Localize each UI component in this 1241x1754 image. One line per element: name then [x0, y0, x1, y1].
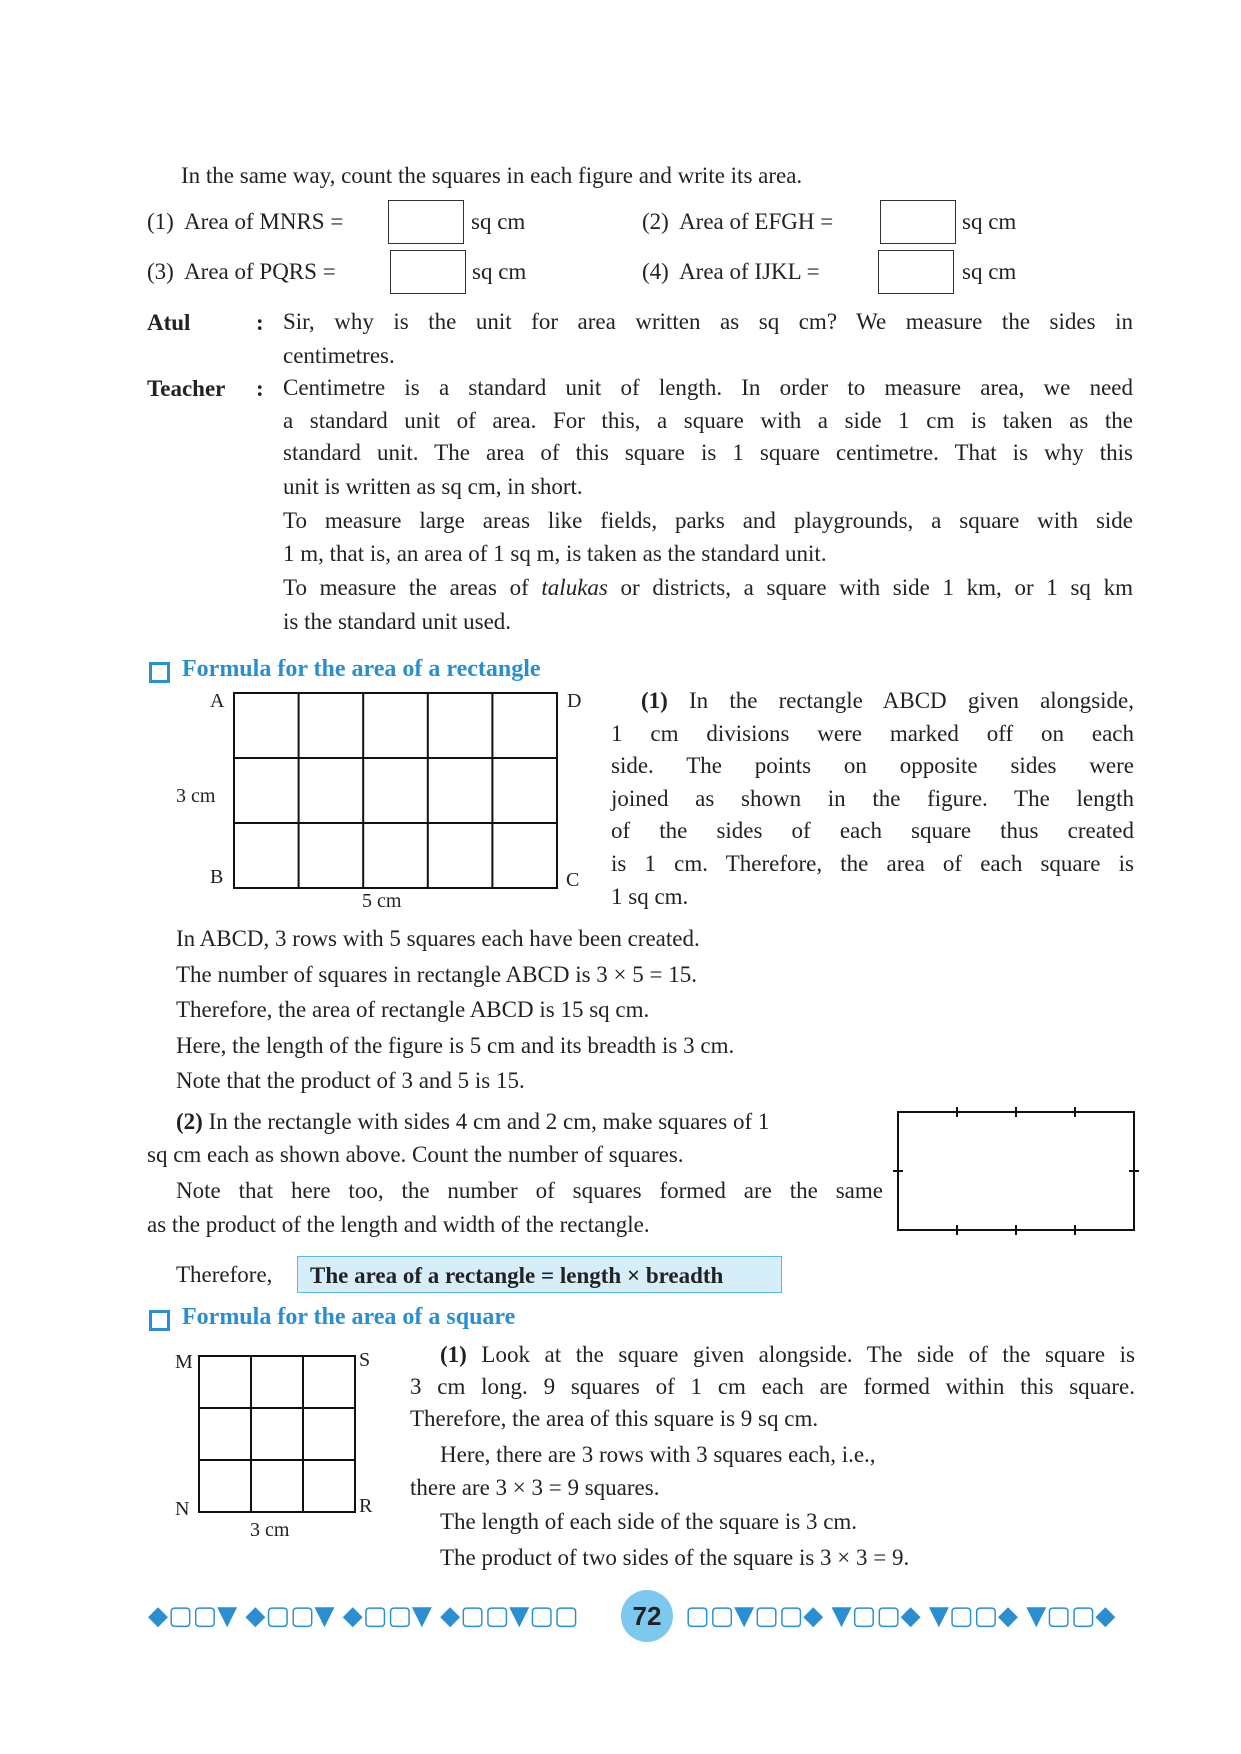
text-line [410, 1339, 1135, 1371]
question-2 [642, 205, 833, 238]
question-label: Area of PQRS = [184, 259, 336, 284]
blank-rectangle-figure [892, 1106, 1142, 1236]
text-segment: To measure the areas of [283, 575, 542, 600]
text-line: is 1 cm. Therefore, the area of each square is [611, 850, 1134, 876]
square-line: The length of each side of the square is 3 cm. [440, 1509, 858, 1534]
square-line: there are 3 × 3 = 9 squares. [410, 1475, 660, 1500]
square-line: The product of two sides of the square is 3 × 3 = 9. [440, 1545, 910, 1570]
vertex-label-b: B [210, 866, 224, 888]
answer-box-3[interactable] [390, 250, 466, 294]
question-number: (4) [642, 259, 669, 284]
text-line: side. The points on opposite sides were [611, 753, 1134, 778]
checkbox-bullet-icon [149, 1310, 170, 1331]
therefore-text: Therefore, [176, 1262, 273, 1287]
bottom-length-label: 5 cm [362, 890, 402, 912]
vertex-label-d: D [567, 690, 582, 712]
text-segment: Look at the square given alongside. The side of the square is [466, 1342, 1135, 1367]
text-line: of the sides of each square thus created [611, 818, 1134, 843]
intro-text: In the same way, count the squares in each figure and write its area. [181, 163, 803, 188]
rect-paragraph-2-line1 [176, 1105, 769, 1138]
square-line: Here, there are 3 rows with 3 squares each, i.e., [440, 1442, 876, 1467]
text-line: joined as shown in the figure. The length [611, 785, 1134, 811]
vertex-label-r: R [359, 1495, 373, 1517]
text-line: standard unit. The area of this square is 1 square centimetre. That is why this [283, 440, 1133, 465]
unit-1: sq cm [471, 209, 526, 234]
speaker-colon: : [256, 376, 264, 401]
italic-term: talukas [541, 575, 608, 600]
text-line [611, 685, 1134, 718]
text-segment: or districts, a square with side 1 km, or 1 sq km [607, 575, 1133, 600]
text-line: The number of squares in rectangle ABCD is 3 × 5 = 15. [176, 961, 697, 987]
text-line: unit is written as sq cm, in short. [283, 473, 583, 499]
text-line: Note that here too, the number of squares formed are the same [176, 1178, 883, 1203]
text-line: as the product of the length and width of the rectangle. [147, 1211, 650, 1237]
question-label: Area of MNRS = [184, 209, 344, 234]
text-line: Therefore, the area of this square is 9 sq cm. [410, 1406, 819, 1431]
rectangle-area-formula: The area of a rectangle = length × breadth [297, 1256, 782, 1293]
text-line [283, 572, 1133, 605]
paragraph-number: (1) [641, 688, 668, 713]
vertex-label-m: M [175, 1351, 193, 1373]
text-line: Centimetre is a standard unit of length. In order to measure area, we need [283, 375, 1133, 400]
text-segment: In the rectangle ABCD given alongside, [667, 688, 1134, 713]
bottom-length-label: 3 cm [250, 1519, 290, 1541]
question-number: (3) [147, 259, 174, 284]
speaker-colon: : [256, 310, 264, 335]
speaker-atul: Atul [147, 310, 191, 335]
text-line: Here, the length of the figure is 5 cm and its breadth is 3 cm. [176, 1032, 735, 1058]
text-segment: In the rectangle with sides 4 cm and 2 cm, make squares of 1 [202, 1109, 770, 1134]
question-1 [147, 205, 343, 238]
section-heading-rectangle: Formula for the area of a rectangle [182, 656, 541, 682]
text-line: 3 cm long. 9 squares of 1 cm each are formed within this square. [410, 1374, 1135, 1399]
teacher-speech [283, 372, 1133, 638]
speaker-teacher: Teacher [147, 376, 226, 401]
question-4 [642, 255, 820, 288]
vertex-label-a: A [210, 690, 225, 712]
text-line: a standard unit of area. For this, a square with a side 1 cm is taken as the [283, 407, 1133, 433]
rect-notes [176, 921, 734, 1099]
footer-ornament-left: ◆▢▢▼ ◆▢▢▼ ◆▢▢▼ ◆▢▢▼▢▢ [148, 1601, 579, 1631]
atul-speech [283, 306, 1133, 372]
unit-2: sq cm [962, 209, 1017, 234]
rect-paragraph-2-note [147, 1175, 883, 1241]
paragraph-number: (1) [440, 1342, 467, 1367]
text-line: Note that the product of 3 and 5 is 15. [176, 1068, 525, 1093]
text-line: Therefore, the area of rectangle ABCD is 15 sq cm. [176, 997, 650, 1022]
question-label: Area of IJKL = [679, 259, 820, 284]
page-number: 72 [621, 1590, 673, 1642]
question-3 [147, 255, 336, 288]
unit-3: sq cm [472, 259, 527, 284]
text-line: 1 cm divisions were marked off on each [611, 720, 1134, 746]
rect-paragraph-2-line2: sq cm each as shown above. Count the number of squares. [147, 1142, 684, 1167]
question-number: (1) [147, 209, 174, 234]
answer-box-1[interactable] [388, 200, 464, 244]
text-line: In ABCD, 3 rows with 5 squares each have been created. [176, 926, 700, 951]
vertex-label-n: N [175, 1498, 190, 1520]
text-line: centimetres. [283, 342, 395, 368]
square-mnrs-figure [190, 1345, 365, 1520]
section-heading-square: Formula for the area of a square [182, 1304, 516, 1330]
text-line: Sir, why is the unit for area written as sq cm? We measure the sides in [283, 309, 1133, 334]
question-label: Area of EFGH = [679, 209, 834, 234]
text-line: To measure large areas like fields, parks and playgrounds, a square with side [283, 507, 1133, 533]
rect-paragraph-1 [611, 685, 1134, 913]
paragraph-number: (2) [176, 1109, 203, 1134]
side-length-label: 3 cm [176, 785, 216, 807]
answer-box-2[interactable] [880, 200, 956, 244]
vertex-label-c: C [566, 869, 580, 891]
question-number: (2) [642, 209, 669, 234]
footer-ornament-right: ▢▢▼▢▢◆ ▼▢▢◆ ▼▢▢◆ ▼▢▢◆ [685, 1601, 1116, 1631]
square-paragraph-1 [410, 1339, 1135, 1435]
text-line: is the standard unit used. [283, 608, 512, 634]
text-line: 1 m, that is, an area of 1 sq m, is taken as the standard unit. [283, 541, 827, 566]
text-line: 1 sq cm. [611, 884, 689, 909]
unit-4: sq cm [962, 259, 1017, 284]
answer-box-4[interactable] [878, 250, 954, 294]
vertex-label-s: S [359, 1349, 371, 1371]
